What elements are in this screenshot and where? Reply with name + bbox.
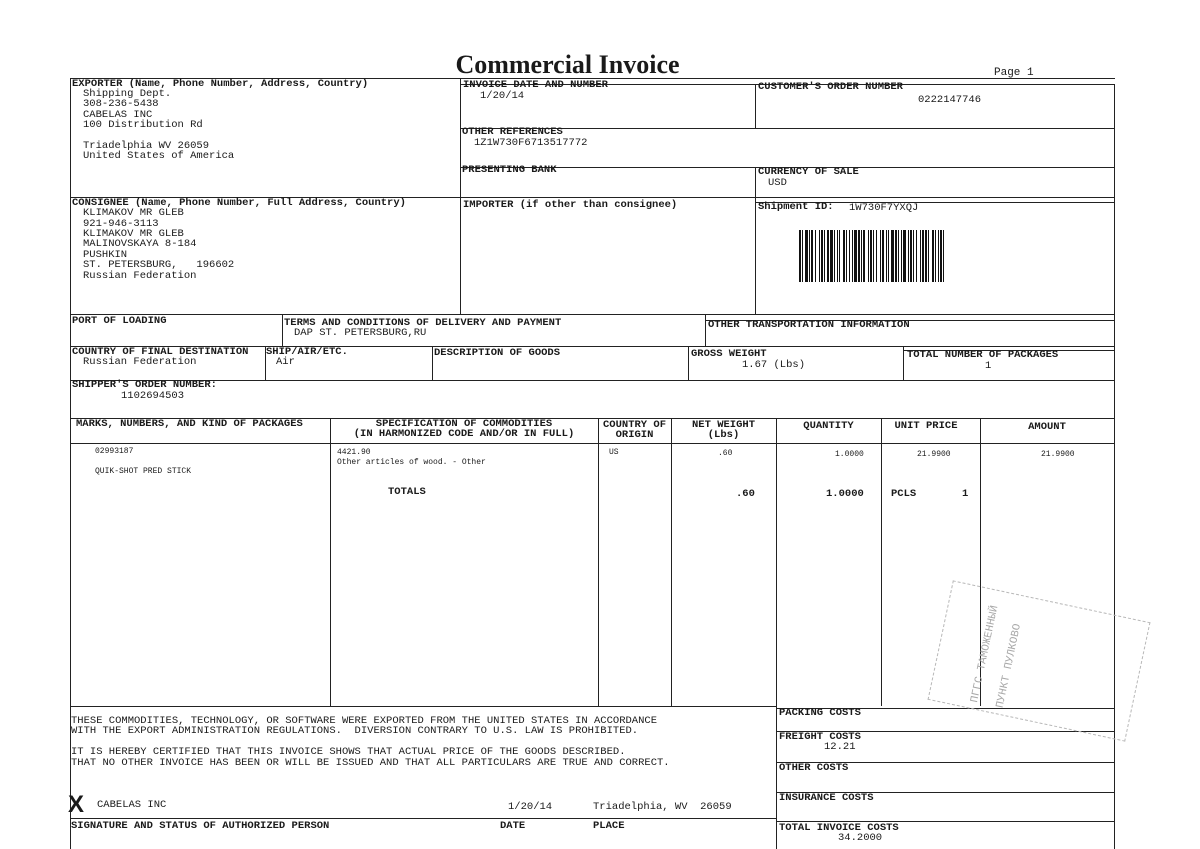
hs-code: 4421.90 [337, 448, 371, 457]
consignee-line: KLIMAKOV MR GLEB [83, 207, 184, 219]
total-invoice-label: TOTAL INVOICE COSTS [779, 822, 899, 834]
unit-price-value: 21.9900 [917, 450, 951, 459]
currency-label: CURRENCY OF SALE [758, 166, 859, 178]
stamp-line: ПГГС ТАМОЖЕННЫЙ [969, 604, 1002, 704]
customer-order-label: CUSTOMER'S ORDER NUMBER [758, 81, 903, 93]
gross-weight-label: GROSS WEIGHT [691, 348, 767, 360]
consignee-line: MALINOVSKAYA 8-184 [83, 238, 197, 250]
total-packages-label: TOTAL NUMBER OF PACKAGES [907, 349, 1059, 361]
totals-unit-label: PCLS [891, 488, 917, 500]
other-transport-label: OTHER TRANSPORTATION INFORMATION [708, 319, 910, 331]
origin-country: US [609, 448, 619, 457]
exporter-line: Shipping Dept. [83, 88, 172, 100]
spec-header: SPECIFICATION OF COMMODITIES [375, 418, 553, 430]
invoice-date-label: INVOICE DATE AND NUMBER [463, 79, 608, 91]
exporter-line: 100 Distribution Rd [83, 119, 203, 131]
totals-label: TOTALS [388, 486, 426, 498]
ship-via-value: Air [276, 356, 295, 368]
barcode-bar [943, 230, 944, 282]
stamp-line: ПУНКТ ПУЛКОВО [994, 622, 1025, 710]
totals-quantity: 1.0000 [826, 488, 864, 500]
date-label: DATE [500, 820, 526, 832]
shipment-id-label: Shipment ID: [758, 201, 834, 213]
statement-line: THAT NO OTHER INVOICE HAS BEEN OR WILL BE ISSUED AND THAT ALL PARTICULARS ARE TRUE AND CORRECT. [71, 757, 670, 769]
signatory-name: CABELAS INC [97, 799, 167, 811]
packing-costs-label: PACKING COSTS [779, 707, 861, 719]
other-references-value: 1Z1W730F6713517772 [474, 137, 588, 149]
statement-line: IT IS HEREBY CERTIFIED THAT THIS INVOICE SHOWS THAT ACTUAL PRICE OF THE GOODS DESCRIBED. [71, 746, 626, 758]
exporter-label: EXPORTER (Name, Phone Number, Address, Country) [72, 78, 369, 90]
final-destination-label: COUNTRY OF FINAL DESTINATION [72, 346, 249, 358]
shipper-order-value: 1102694503 [121, 390, 185, 402]
shipment-id-value: 1W730F7YXQJ [849, 202, 919, 214]
page-number: Page 1 [994, 67, 1034, 79]
exporter-line: 308-236-5438 [83, 98, 159, 110]
consignee-line: PUSHKIN [83, 249, 128, 261]
spec-description: Other articles of wood. - Other [337, 458, 486, 467]
exporter-line: Triadelphia WV 26059 [83, 140, 210, 152]
total-packages-value: 1 [985, 360, 992, 372]
consignee-line: Russian Federation [83, 270, 197, 282]
marks-header: MARKS, NUMBERS, AND KIND OF PACKAGES [76, 418, 303, 430]
net-weight-header: NET WEIGHT [691, 419, 755, 431]
consignee-label: CONSIGNEE (Name, Phone Number, Full Address, Country) [72, 197, 406, 209]
net-weight-value: .60 [718, 449, 733, 458]
customer-order-value: 0222147746 [918, 94, 982, 106]
terms-label: TERMS AND CONDITIONS OF DELIVERY AND PAYMENT [284, 317, 562, 329]
document-title: Commercial Invoice [455, 50, 680, 79]
spec-header-sub: (IN HARMONIZED CODE AND/OR IN FULL) [353, 428, 575, 440]
gross-weight-value: 1.67 (Lbs) [742, 359, 806, 371]
invoice-date-value: 1/20/14 [480, 90, 525, 102]
port-of-loading-label: PORT OF LOADING [72, 315, 167, 327]
ship-via-label: SHIP/AIR/ETC. [266, 346, 348, 358]
freight-costs-label: FREIGHT COSTS [779, 731, 861, 743]
consignee-line: 921-946-3113 [83, 218, 159, 230]
signature-label: SIGNATURE AND STATUS OF AUTHORIZED PERSON [71, 820, 330, 832]
unit-price-header: UNIT PRICE [894, 420, 958, 432]
signature-mark: X [68, 791, 85, 818]
signature-date: 1/20/14 [508, 801, 553, 813]
mark-number: 02993187 [95, 447, 134, 456]
consignee-line: KLIMAKOV MR GLEB [83, 228, 184, 240]
terms-value: DAP ST. PETERSBURG,RU [294, 327, 427, 339]
statement-line: THESE COMMODITIES, TECHNOLOGY, OR SOFTWARE WERE EXPORTED FROM THE UNITED STATES IN ACCORDANCE [71, 715, 657, 727]
exporter-line: CABELAS INC [83, 109, 153, 121]
net-weight-header-sub: (Lbs) [707, 429, 740, 441]
customs-stamp [928, 580, 1151, 741]
shipment-barcode [799, 230, 1067, 282]
country-header: COUNTRY OF [602, 419, 666, 431]
amount-header: AMOUNT [1028, 421, 1066, 433]
currency-value: USD [768, 177, 787, 189]
insurance-costs-label: INSURANCE COSTS [779, 792, 874, 804]
importer-label: IMPORTER (if other than consignee) [463, 199, 678, 211]
exporter-line: United States of America [83, 150, 235, 162]
quantity-value: 1.0000 [835, 450, 864, 459]
country-header-sub: ORIGIN [615, 429, 654, 441]
final-destination-value: Russian Federation [83, 356, 197, 368]
description-goods-label: DESCRIPTION OF GOODS [434, 347, 561, 359]
signature-place: Triadelphia, WV 26059 [593, 801, 732, 813]
place-label: PLACE [593, 820, 625, 832]
other-costs-label: OTHER COSTS [779, 762, 849, 774]
item-name: QUIK-SHOT PRED STICK [95, 467, 192, 476]
totals-net-weight: .60 [736, 488, 755, 500]
amount-value: 21.9900 [1041, 450, 1075, 459]
shipper-order-label: SHIPPER'S ORDER NUMBER: [72, 379, 217, 391]
statement-line: WITH THE EXPORT ADMINISTRATION REGULATIONS. DIVERSION CONTRARY TO U.S. LAW IS PROHIBITED. [71, 725, 639, 737]
consignee-line: ST. PETERSBURG, 196602 [83, 259, 235, 271]
totals-package-count: 1 [962, 488, 969, 500]
freight-costs-value: 12.21 [824, 741, 856, 753]
total-invoice-value: 34.2000 [838, 832, 883, 844]
other-references-label: OTHER REFERENCES [462, 126, 563, 138]
presenting-bank-label: PRESENTING BANK [462, 164, 557, 176]
quantity-header: QUANTITY [803, 420, 854, 432]
